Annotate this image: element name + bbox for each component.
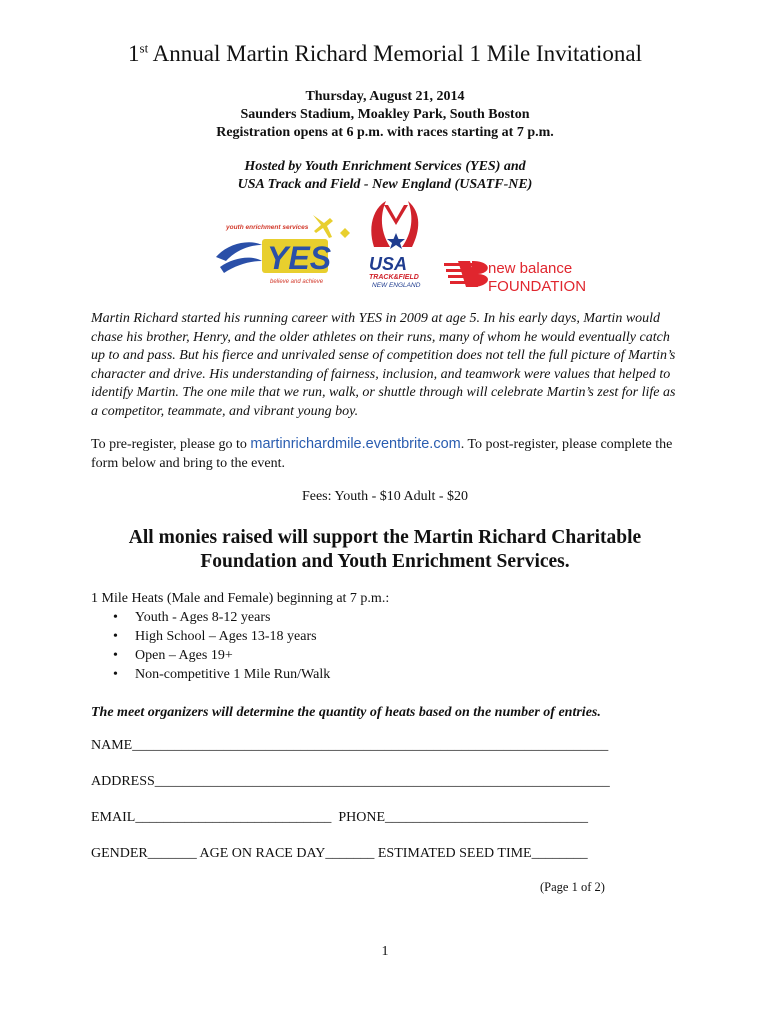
page-number: 1 (381, 944, 389, 959)
heat-item: • High School – Ages 13-18 years (113, 627, 330, 646)
eventbrite-link[interactable]: martinrichardmile.eventbrite.com (250, 436, 461, 452)
registration-text-before: To pre-register, please go to (91, 437, 251, 452)
hosted-by (0, 158, 770, 194)
hosted-line-2: USA Track and Field - New England (USATF-NE) (237, 177, 533, 192)
usatf-logo (369, 201, 421, 289)
yes-tagline-text: believe and achieve (270, 279, 324, 285)
yes-sparkle-icon (340, 228, 350, 238)
support-line-1: All monies raised will support the Martin Richard Charitable (128, 527, 642, 548)
usatf-sub-text: TRACK&FIELD (369, 274, 419, 281)
title-ordinal: 1 (128, 41, 140, 66)
heat-item: • Non-competitive 1 Mile Run/Walk (113, 665, 330, 684)
event-venue: Saunders Stadium, Moakley Park, South Boston (240, 107, 530, 122)
yes-star-icon (313, 215, 333, 238)
nb-line-1-text: new balance (488, 260, 573, 277)
organizer-note: The meet organizers will determine the quantity of heats based on the number of entries. (91, 705, 601, 720)
yes-logo-top-text: youth enrichment services (226, 224, 309, 231)
page-title (0, 40, 770, 68)
nb-mark-icon (444, 261, 488, 287)
event-info (0, 88, 770, 142)
martin-story-paragraph: Martin Richard started his running career with YES in 2009 at age 5. In his early days, Martin would chase his brother, Henry, and the older athletes on their runs, many of whom he would eventually catch up to and pass. But his fierce and unrivaled sense of competition does not tell the full picture of Martin’s character and drive. His understanding of fairness, inclusion, and teamwork were values that helped to identify Martin. The one mile that we run, walk, or shuttle through will celebrate Martin’s zest for life as a competitor, teammate, and vibrant young boy. (91, 311, 676, 419)
event-registration-time: Registration opens at 6 p.m. with races starting at 7 p.m. (216, 125, 554, 140)
gender-age-seed-field[interactable]: GENDER_______ AGE ON RACE DAY_______ ESTIMATED SEED TIME________ (91, 846, 588, 861)
title-text: Annual Martin Richard Memorial 1 Mile Invitational (148, 41, 642, 66)
title-ordinal-suffix: st (139, 40, 149, 56)
event-date: Thursday, August 21, 2014 (305, 89, 465, 104)
heat-item: • Open – Ages 19+ (113, 646, 330, 665)
yes-logo (216, 215, 350, 285)
address-field[interactable]: ADDRESS_________________________________________________________________ (91, 774, 610, 789)
new-balance-logo (444, 260, 586, 295)
heats-list (113, 608, 330, 684)
support-heading (0, 526, 770, 574)
yes-swoosh-top-icon (216, 242, 262, 261)
registration-paragraph (91, 435, 681, 473)
heat-item: • Youth - Ages 8-12 years (113, 608, 330, 627)
name-field[interactable]: NAME____________________________________________________________________ (91, 738, 609, 753)
hosted-line-1: Hosted by Youth Enrichment Services (YES) and (244, 159, 526, 174)
email-phone-field[interactable]: EMAIL____________________________ PHONE_____________________________ (91, 810, 588, 825)
usatf-chevron-icon (384, 205, 408, 225)
usatf-region-text: NEW ENGLAND (372, 282, 421, 289)
sponsor-logos-graphic (0, 195, 770, 300)
sponsor-logos (0, 195, 770, 300)
support-line-2: Foundation and Youth Enrichment Services. (200, 551, 570, 572)
yes-word-text: YES (267, 240, 332, 276)
page-of-label: (Page 1 of 2) (540, 880, 605, 894)
registration-text-after: . To post-register, please complete the form below and bring to the event. (91, 437, 673, 471)
usatf-word-text: USA (369, 254, 408, 274)
nb-line-2-text: FOUNDATION (488, 278, 587, 295)
fees-line: Fees: Youth - $10 Adult - $20 (301, 489, 469, 504)
heats-intro: 1 Mile Heats (Male and Female) beginning at 7 p.m.: (91, 591, 390, 606)
